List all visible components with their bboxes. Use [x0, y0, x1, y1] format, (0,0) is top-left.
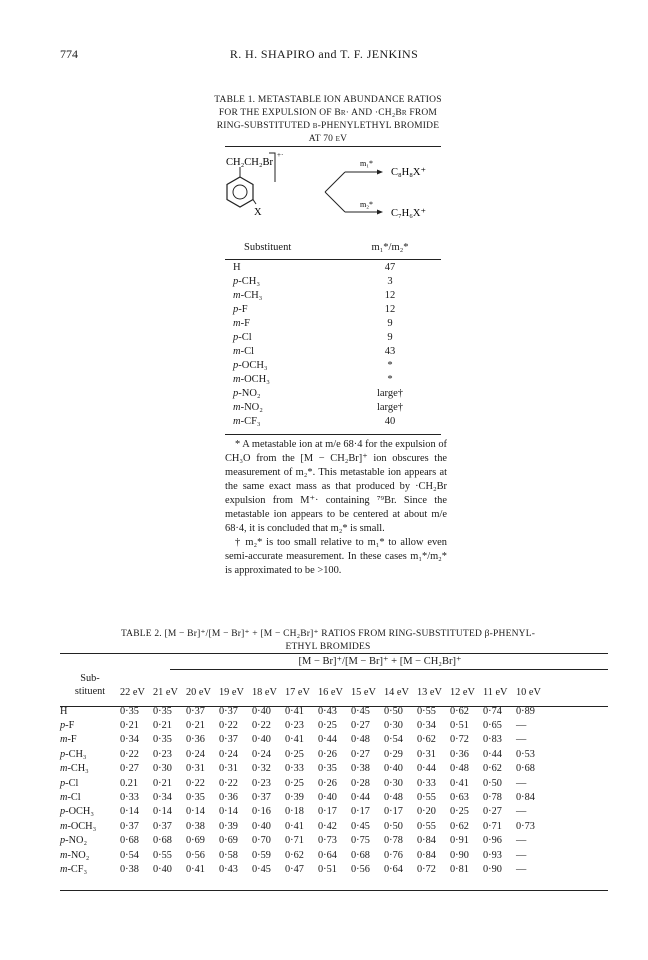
table2-cell: 0·33 [120, 792, 139, 804]
table1-row [225, 402, 441, 416]
table2-cell: 0·14 [153, 806, 172, 818]
table2-cell: 0·55 [417, 792, 436, 804]
table2-cell: 0·75 [351, 835, 370, 847]
table2-cell: 0·37 [219, 705, 238, 717]
table2-cell: 0·20 [417, 806, 436, 818]
table2-cell: 0·50 [384, 705, 403, 717]
substituent-position: p [60, 720, 66, 732]
substituent-position: m [233, 402, 241, 413]
table2-cell: 0·14 [120, 806, 139, 818]
table2-cell: 0·65 [483, 720, 502, 732]
table2-cell: 0·40 [384, 763, 403, 775]
table2-cell: 0·33 [417, 777, 436, 789]
table2-cell: — [516, 863, 527, 875]
table2-row [60, 862, 549, 876]
table2-cell: 0·22 [219, 777, 238, 789]
table2-cell: 0·22 [219, 720, 238, 732]
table2-cell: 0·84 [417, 835, 436, 847]
table2-cell: 0·64 [318, 849, 337, 861]
table2-cell: 0·16 [252, 806, 271, 818]
table2-caption-line: ETHYL BROMIDES [285, 642, 371, 652]
substituent-position: m [233, 318, 241, 329]
table2-cell: 0·21 [120, 720, 139, 732]
table2-row [60, 733, 549, 747]
table1-row [225, 262, 441, 276]
table2-cell: 0·45 [252, 863, 271, 875]
table2-cell: 0·44 [417, 763, 436, 775]
table2-cell: 0·72 [450, 734, 469, 746]
table2-stub-header-line: stituent [74, 686, 106, 697]
table2-row [60, 701, 549, 718]
table2-cell: 0·62 [483, 763, 502, 775]
table2-cell: 0·39 [219, 820, 238, 832]
table2-row [60, 790, 549, 804]
table2-cell: 0·17 [318, 806, 337, 818]
table2-cell: 0·34 [153, 792, 172, 804]
table2-cell: 0·40 [153, 863, 172, 875]
table2-cell: 0·24 [186, 748, 205, 760]
table2-cell: 0·37 [186, 705, 205, 717]
table2-cell: 0·81 [450, 863, 469, 875]
table2-substituent: p-OCH₃ [60, 806, 94, 818]
table2-cell: 0·35 [153, 705, 172, 717]
table2-top-rule [60, 653, 608, 654]
table2-cell: 0·74 [483, 705, 502, 717]
table2-row [60, 819, 549, 833]
table2-cell: 0·34 [120, 734, 139, 746]
running-head: R. H. SHAPIRO and T. F. JENKINS [229, 47, 419, 61]
table2-substituent: m-F [60, 734, 77, 746]
table2-cell: 0·78 [483, 792, 502, 804]
table2-cell: 0·45 [351, 705, 370, 717]
table2-cell: 0·37 [120, 820, 139, 832]
substituent-position: p [233, 360, 239, 371]
substituent-position: m [233, 374, 241, 385]
table2-cell: 0·35 [186, 792, 205, 804]
substituent-position: p [60, 835, 66, 847]
table1-caption-line: AT 70 eV [308, 134, 348, 144]
table2-cell: 0·43 [219, 863, 238, 875]
table2-cell: 0·34 [417, 720, 436, 732]
table1-row [225, 374, 441, 388]
table2-cell: 0·41 [285, 705, 304, 717]
table2-cell: 0·31 [186, 763, 205, 775]
table2-header-rule [60, 706, 608, 707]
table2-stub-header-line: Sub- [80, 673, 100, 684]
table2-cell: 0·41 [450, 777, 469, 789]
substituent-position: p [233, 332, 239, 343]
table2-cell: 0·55 [417, 820, 436, 832]
table2-cell: 0·50 [384, 820, 403, 832]
table2-caption [48, 628, 608, 654]
substituent-position: m [233, 416, 241, 427]
table1-row [225, 332, 441, 346]
scheme-product1: C₈H₈X⁺ [391, 167, 427, 178]
scheme-x-bond [253, 200, 256, 205]
table1-val: * [387, 360, 393, 371]
table1-val: large† [376, 402, 404, 413]
table2-cell: 0·69 [186, 835, 205, 847]
table2-substituent: H [60, 705, 68, 717]
table2-energy-header: 22 eV [120, 687, 145, 698]
table2-cell: 0·30 [384, 720, 403, 732]
substituent-position: p [233, 276, 239, 287]
table2-cell: 0·37 [219, 734, 238, 746]
table1-val: 3 [387, 276, 393, 287]
table2 [60, 670, 549, 877]
table2-substituent: m-CH₃ [60, 763, 89, 775]
table1-sub: H [233, 262, 241, 273]
table2-cell: 0·62 [450, 705, 469, 717]
table1-sub: p-NO₂ [233, 388, 261, 399]
table2-energy-header: 16 eV [318, 687, 343, 698]
table2-row [60, 762, 549, 776]
substituent-position: p [60, 806, 66, 818]
table2-cell: 0·26 [318, 777, 337, 789]
table2-cell: 0·64 [384, 863, 403, 875]
table2-cell: 0·44 [351, 792, 370, 804]
table2-cell: 0·91 [450, 835, 469, 847]
table2-cell: — [516, 849, 527, 861]
scheme-product2: C₇H₆X⁺ [391, 208, 427, 219]
table2-energy-header: 11 eV [483, 687, 508, 698]
table1-footnote-asterisk: * A metastable ion at m/e 68·4 for the expulsion of CH₃O from the [M − CH₂Br]⁺ ion obscures the measurement of m₂*. This metastable ion appears at the same exact mass as that produced by ·CH₂Br expulsion from M⁺· containing ⁷⁹Br. Since the metastable ion appears to be centered at about m/e 68·4, it is concluded that m₂* is small. [225, 439, 447, 534]
table1-row [225, 388, 441, 402]
table1-row [225, 416, 441, 430]
table2-cell: 0·55 [153, 849, 172, 861]
table1-val: 43 [384, 346, 396, 357]
table2-cell: 0·56 [186, 849, 205, 861]
table1-footnote-dagger: † m₂* is too small relative to m₁* to allow even semi-accurate measurement. In these cases m₁*/m₂* is approximated to be >100. [225, 537, 447, 576]
table2-cell: 0·25 [450, 806, 469, 818]
table2-cell: 0·24 [219, 748, 238, 760]
table2-energy-header: 13 eV [417, 687, 442, 698]
table2-cell: 0·21 [153, 720, 172, 732]
table1-sub: m-Cl [233, 346, 255, 357]
table2-substituent: m-OCH₃ [60, 820, 97, 832]
substituent-position: p [233, 388, 239, 399]
table2-cell: 0·48 [450, 763, 469, 775]
table2-substituent: p-F [60, 720, 75, 732]
table2-energy-header: 10 eV [516, 687, 541, 698]
scheme-arrowhead1 [377, 170, 383, 175]
table2-cell: 0·73 [516, 820, 535, 832]
table2-cell: 0·25 [285, 777, 304, 789]
table1-top-rule [225, 146, 441, 147]
table2-cell: 0·58 [219, 849, 238, 861]
table2-cell: 0·30 [153, 763, 172, 775]
table2-row [60, 805, 549, 819]
table2-cell: 0·96 [483, 835, 502, 847]
substituent-position: m [60, 820, 68, 832]
table2-cell: — [516, 734, 527, 746]
table2-cell: 0·27 [351, 748, 370, 760]
table2-cell: 0·40 [318, 792, 337, 804]
table2-energy-header: 18 eV [252, 687, 277, 698]
table1-row [225, 304, 441, 318]
table2-cell: 0·84 [417, 849, 436, 861]
table2-cell: 0·38 [120, 863, 139, 875]
table1-row [225, 360, 441, 374]
substituent-position: p [60, 777, 66, 789]
scheme-arrowhead2 [377, 210, 383, 215]
table2-cell: 0·17 [384, 806, 403, 818]
table2-cell: — [516, 720, 527, 732]
table2-spanning-header: [M − Br]⁺/[M − Br]⁺ + [M − CH₂Br]⁺ [298, 656, 462, 667]
table1-val: 40 [384, 416, 396, 427]
table2-cell: 0·36 [186, 734, 205, 746]
table2-cell: 0·21 [153, 777, 172, 789]
table2-cell: — [516, 835, 527, 847]
table2-cell: 0·41 [285, 734, 304, 746]
substituent-position: m [60, 763, 68, 775]
table2-substituent: p-NO₂ [60, 835, 88, 847]
table2-cell: 0·21 [186, 720, 205, 732]
table1-val: 9 [387, 318, 393, 329]
table2-cell: 0·35 [318, 763, 337, 775]
table2-cell: 0·51 [318, 863, 337, 875]
table1-row [225, 346, 441, 360]
table1-row [225, 276, 441, 290]
table2-cell: 0·43 [318, 705, 337, 717]
scheme-substituent-label: CH₂CH₂Br [226, 157, 273, 168]
table2-cell: 0·37 [153, 820, 172, 832]
table2-cell: 0·48 [351, 734, 370, 746]
table2-cell: 0·50 [483, 777, 502, 789]
table1-row [225, 290, 441, 304]
table2-cell: 0·51 [450, 720, 469, 732]
table1-sub: m-F [233, 318, 250, 329]
table2-cell: 0·26 [318, 748, 337, 760]
table2-cell: — [516, 806, 527, 818]
table2-cell: 0·36 [219, 792, 238, 804]
table2-cell: 0·47 [285, 863, 304, 875]
table1-caption-line: RING-SUBSTITUTED β-PHENYLETHYL BROMIDE [216, 121, 440, 131]
table1-val: * [387, 374, 393, 385]
table1-sub: p-F [233, 304, 248, 315]
table2-cell: 0·72 [417, 863, 436, 875]
table2-cell: 0·62 [285, 849, 304, 861]
table2-cell: 0·33 [285, 763, 304, 775]
reaction-scheme [225, 150, 455, 236]
table2-cell: 0·41 [285, 820, 304, 832]
table2-row [60, 848, 549, 862]
scheme-charge: +· [277, 151, 284, 159]
table2-cell: 0·35 [120, 705, 139, 717]
table2-cell: 0·42 [318, 820, 337, 832]
table2-row [60, 834, 549, 848]
table2-cell: 0·59 [252, 849, 271, 861]
table2-cell: 0·36 [450, 748, 469, 760]
table2-stub-header [60, 670, 120, 701]
table2-cell: 0·27 [351, 720, 370, 732]
table1-val: 12 [384, 290, 396, 301]
table2-cell: 0·76 [384, 849, 403, 861]
table2-cell: — [516, 777, 527, 789]
table2-cell: 0·39 [285, 792, 304, 804]
benzene-ring [227, 177, 253, 207]
table2-cell: 0·68 [120, 835, 139, 847]
table2-substituent: m-Cl [60, 792, 81, 804]
table2-cell: 0·17 [351, 806, 370, 818]
substituent-position: m [233, 290, 241, 301]
table2-cell: 0·71 [285, 835, 304, 847]
table1-val: 12 [384, 304, 396, 315]
table2-cell: 0·40 [252, 705, 271, 717]
table2-energy-header: 19 eV [219, 687, 244, 698]
table2-cell: 0·93 [483, 849, 502, 861]
table2-cell: 0·22 [252, 720, 271, 732]
table2-cell: 0·40 [252, 734, 271, 746]
table1-bottom-rule [225, 434, 441, 435]
table2-cell: 0·73 [318, 835, 337, 847]
table1-header-rule [225, 259, 441, 260]
table2-cell: 0·27 [483, 806, 502, 818]
table2-row [60, 776, 549, 790]
table2-substituent: p-CH₃ [60, 748, 87, 760]
table1-sub: m-CH₃ [233, 290, 263, 301]
table2-cell: 0·14 [219, 806, 238, 818]
scheme-branch-upper [325, 172, 345, 192]
table1-caption-line: TABLE 1. METASTABLE ION ABUNDANCE RATIOS [214, 95, 442, 105]
table2-cell: 0·68 [153, 835, 172, 847]
table2-cell: 0·28 [351, 777, 370, 789]
table2-cell: 0·14 [186, 806, 205, 818]
table2-cell: 0·55 [417, 705, 436, 717]
table2-cell: 0·30 [384, 777, 403, 789]
substituent-position: p [60, 748, 66, 760]
substituent-position: m [60, 792, 68, 804]
table1-sub: m-CF₃ [233, 416, 261, 427]
table2-cell: 0·54 [120, 849, 139, 861]
table2-cell: 0·22 [186, 777, 205, 789]
table2-cell: 0·44 [483, 748, 502, 760]
table2-cell: 0·84 [516, 792, 535, 804]
table1-val: 47 [384, 262, 396, 273]
table2-cell: 0·83 [483, 734, 502, 746]
aromatic-circle [233, 185, 247, 199]
table2-cell: 0·70 [252, 835, 271, 847]
table2-energy-header: 15 eV [351, 687, 376, 698]
table2-cell: 0·56 [351, 863, 370, 875]
table1-caption [213, 94, 443, 146]
table2-energy-header: 17 eV [285, 687, 310, 698]
table1-sub: m-OCH₃ [233, 374, 270, 385]
scheme-arrow1-label: m₁* [360, 159, 374, 168]
table2-cell: 0·32 [252, 763, 271, 775]
table2-cell: 0·90 [483, 863, 502, 875]
table2-cell: 0·62 [450, 820, 469, 832]
table2-cell: 0·62 [417, 734, 436, 746]
table2-substituent: m-NO₂ [60, 849, 90, 861]
table2-cell: 0·23 [153, 748, 172, 760]
table2-cell: 0·40 [252, 820, 271, 832]
table2-cell: 0·44 [318, 734, 337, 746]
scheme-ring-substituent: X [254, 207, 262, 218]
table2-cell: 0·24 [252, 748, 271, 760]
table2-cell: 0·35 [153, 734, 172, 746]
table2-cell: 0.21 [120, 777, 139, 789]
table2-substituent: p-Cl [60, 777, 79, 789]
table2-cell: 0·38 [186, 820, 205, 832]
substituent-position: p [233, 304, 239, 315]
page-number: 774 [60, 47, 78, 61]
table2-substituent: m-CF₃ [60, 863, 88, 875]
table2-cell: 0·23 [252, 777, 271, 789]
table2-cell: 0·78 [384, 835, 403, 847]
table2-row [60, 718, 549, 732]
table2-cell: 0·23 [285, 720, 304, 732]
table2-energy-header: 20 eV [186, 687, 211, 698]
table2-energy-header: 21 eV [153, 687, 178, 698]
table1-sub: p-OCH₃ [233, 360, 268, 371]
table2-cell: 0·45 [351, 820, 370, 832]
table2-cell: 0·18 [285, 806, 304, 818]
table2-cell: 0·71 [483, 820, 502, 832]
table1-row [225, 318, 441, 332]
table2-row [60, 747, 549, 761]
table1-col-ratio: m₁*/m₂* [371, 242, 409, 253]
table2-cell: 0·27 [120, 763, 139, 775]
table1-col-substituent: Substituent [244, 242, 292, 253]
table2-cell: 0·54 [384, 734, 403, 746]
table1-sub: m-NO₂ [233, 402, 263, 413]
table1-val: 9 [387, 332, 393, 343]
table2-body [60, 701, 549, 877]
table2-cell: 0·25 [285, 748, 304, 760]
table2-cell: 0·29 [384, 748, 403, 760]
table2-cell: 0·48 [384, 792, 403, 804]
table2-cell: 0·41 [186, 863, 205, 875]
table2-energy-header: 12 eV [450, 687, 475, 698]
table1-val: large† [376, 388, 404, 399]
substituent-position: m [233, 346, 241, 357]
table1-sub: p-Cl [233, 332, 252, 343]
table2-cell: 0·25 [318, 720, 337, 732]
substituent-position: m [60, 863, 68, 875]
substituent-position: m [60, 849, 68, 861]
table2-cell: 0·53 [516, 748, 535, 760]
table2-energy-header: 14 eV [384, 687, 409, 698]
table2-cell: 0·89 [516, 705, 535, 717]
table2-cell: 0·22 [120, 748, 139, 760]
table1-caption-line: FOR THE EXPULSION OF Br· AND ·CH₂Br FROM [218, 108, 438, 118]
table2-cell: 0·90 [450, 849, 469, 861]
table2-cell: 0·69 [219, 835, 238, 847]
table2-cell: 0·38 [351, 763, 370, 775]
table1-sub: p-CH₃ [233, 276, 260, 287]
scheme-branch-lower [325, 192, 345, 212]
table2-cell: 0·31 [417, 748, 436, 760]
table2-cell: 0·37 [252, 792, 271, 804]
table2-cell: 0·68 [516, 763, 535, 775]
table2-cell: 0·68 [351, 849, 370, 861]
table2-cell: 0·63 [450, 792, 469, 804]
table2-bottom-rule [60, 890, 608, 891]
table1-footnotes [225, 438, 447, 578]
table2-caption-line: TABLE 2. [M − Br]⁺/[M − Br]⁺ + [M − CH₂Br]⁺ RATIOS FROM RING-SUBSTITUTED β-PHENYL- [120, 629, 536, 639]
table2-cell: 0·31 [219, 763, 238, 775]
scheme-arrow2-label: m₂* [360, 200, 374, 209]
substituent-position: m [60, 734, 68, 746]
